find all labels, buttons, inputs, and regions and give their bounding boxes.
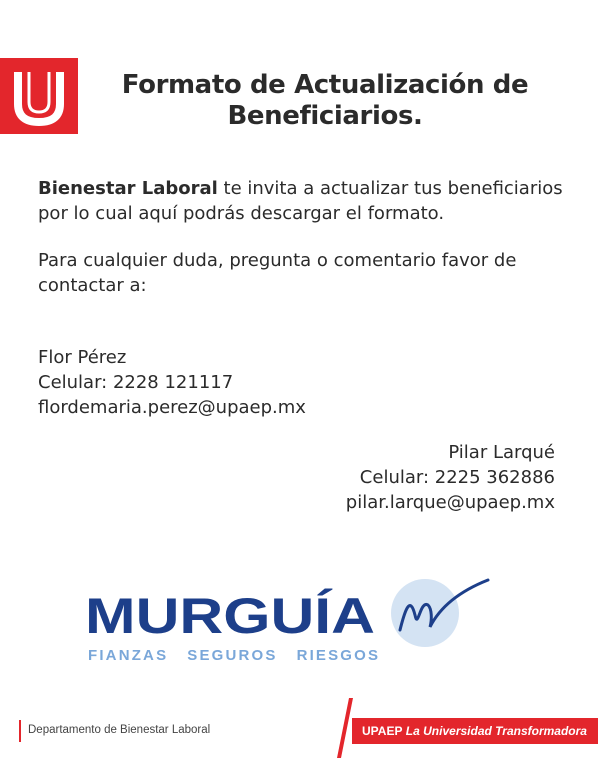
footer [0,712,600,752]
upaep-u-icon [0,58,78,134]
contact-flor [38,345,306,420]
contact-email[interactable]: flordemaria.perez@upaep.mx [38,397,306,418]
page-title [110,70,540,132]
footer-brand-bar [352,718,598,744]
murguia-logo [80,575,500,675]
footer-department: Departamento de Bienestar Laboral [28,724,211,736]
contact-name: Flor Pérez [38,347,127,368]
doubt-paragraph [38,248,568,298]
contact-email[interactable]: pilar.larque@upaep.mx [345,492,555,513]
contact-phone: Celular: 2225 362886 [359,467,555,488]
contact-pilar [346,440,555,515]
upaep-logo [0,58,78,134]
murguia-emblem-circle [391,579,459,647]
doubt-line-2: contactar a: [38,275,147,296]
intro-bold: Bienestar Laboral [38,178,218,199]
intro-line-2: por lo cual aquí podrás descargar el formato. [38,203,445,224]
footer-brand: UPAEP [362,724,403,738]
title-line-2: Beneficiarios. [227,101,423,131]
footer-slash-decoration [335,698,353,758]
footer-slogan: La Universidad Transformadora [405,724,587,738]
doubt-line-1: Para cualquier duda, pregunta o comentario favor de [38,250,517,271]
footer-divider [19,720,21,742]
murguia-tagline: FIANZAS SEGUROS RIESGOS [88,647,378,664]
murguia-wordmark: MURGUÍA [85,588,375,644]
title-line-1: Formato de Actualización de [121,70,529,100]
contact-name: Pilar Larqué [448,442,555,463]
contact-phone: Celular: 2228 121117 [38,372,234,393]
intro-paragraph [38,176,568,226]
intro-line-1: te invita a actualizar tus beneficiarios [217,178,563,199]
